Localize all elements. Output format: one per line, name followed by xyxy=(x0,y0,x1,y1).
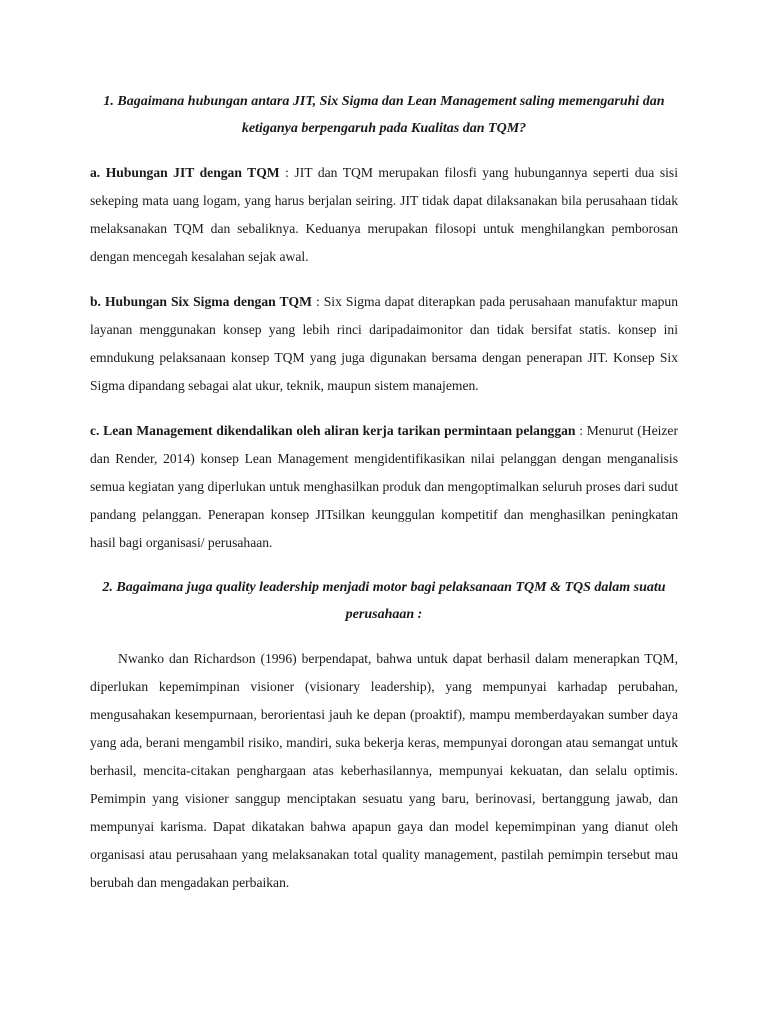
section-b-paragraph xyxy=(90,288,678,400)
section-c-lead: c. Lean Management dikendalikan oleh aliran kerja tarikan permintaan pelanggan xyxy=(90,423,576,438)
section-a-body: : JIT dan TQM merupakan filosfi yang hubungannya seperti dua sisi sekeping mata uang logam, yang harus berjalan seiring. JIT tidak dapat dilaksanakan bila perusahaan tidak melaksanakan TQM dan sebaliknya. Keduanya merupakan filosopi untuk menghilangkan pemborosan dengan mencegah kesalahan sejak awal. xyxy=(90,165,678,264)
section-b-lead: b. Hubungan Six Sigma dengan TQM xyxy=(90,294,312,309)
question-2-heading: 2. Bagaimana juga quality leadership menjadi motor bagi pelaksanaan TQM & TQS dalam suatu perusahaan : xyxy=(102,580,666,622)
question-1-heading: 1. Bagaimana hubungan antara JIT, Six Sigma dan Lean Management saling memengaruhi dan ketiganya berpengaruh pada Kualitas dan TQM? xyxy=(103,94,665,136)
question-2-paragraph: Nwanko dan Richardson (1996) berpendapat, bahwa untuk dapat berhasil dalam menerapkan TQM, diperlukan kepemimpinan visioner (visionary leadership), yang mempunyai karhadap perubahan, mengusahakan kesempurnaan, berorientasi jauh ke depan (proaktif), mampu memberdayakan sumber daya yang ada, berani mengambil risiko, mandiri, suka bekerja keras, mempunyai dorongan atau semangat untuk berhasil, mencita-citakan penghargaan atas keberhasilannya, mempunyai kekuatan, dan selalu optimis. Pemimpin yang visioner sanggup menciptakan sesuatu yang baru, berinovasi, bertanggung jawab, dan mempunyai karisma. Dapat dikatakan bahwa apapun gaya dan model kepemimpinan yang dianut oleh organisasi atau perusahaan yang melaksanakan total quality management, pastilah pemimpin tersebut mau berubah dan mengadakan perbaikan. xyxy=(90,651,678,890)
section-c-paragraph xyxy=(90,417,678,557)
section-b-body: : Six Sigma dapat diterapkan pada perusahaan manufaktur mapun layanan menggunakan konsep yang lebih rinci daripadaimonitor dan tidak bersifat statis. konsep ini emndukung pelaksanaan konsep TQM yang juga digunakan bersama dengan penerapan JIT. Konsep Six Sigma dipandang sebagai alat ukur, teknik, maupun sistem manajemen. xyxy=(90,294,679,393)
section-c-body: : Menurut (Heizer dan Render, 2014) konsep Lean Management mengidentifikasikan nilai pelanggan dengan menganalisis semua kegiatan yang diperlukan untuk menghasilkan produk dan mengoptimalkan seluruh proses dari sudut pandang pelanggan. Penerapan konsep JITsilkan keunggulan kompetitif dan menghasilkan peningkatan hasil bagi organisasi/ perusahaan. xyxy=(90,423,678,550)
section-a-lead: a. Hubungan JIT dengan TQM xyxy=(90,165,280,180)
document-page xyxy=(90,88,678,914)
section-a-paragraph xyxy=(90,159,678,271)
